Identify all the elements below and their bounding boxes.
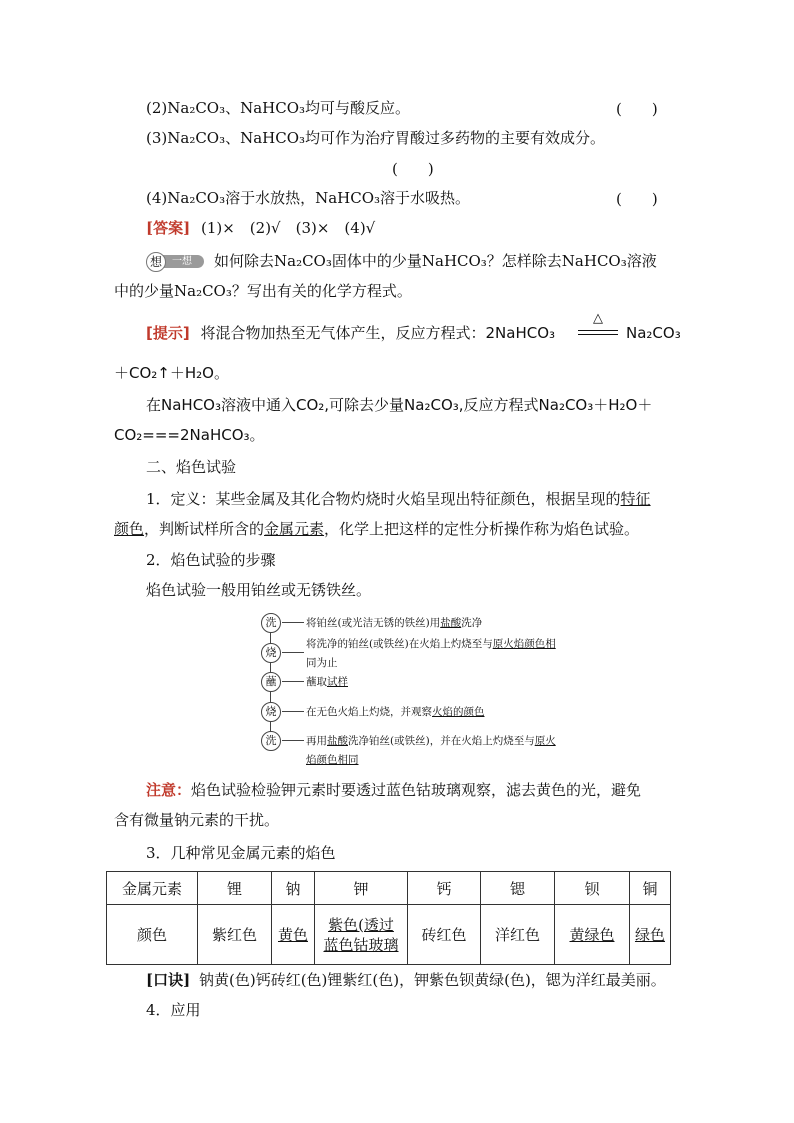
hint-line-4: CO₂===2NaHCO₃。 <box>114 426 265 444</box>
table-header-cell: 钡 <box>555 872 630 905</box>
table-cell: 紫色(透过蓝色钴玻璃 <box>315 905 408 965</box>
think-line-1 <box>146 251 657 271</box>
definition-underline-3: 金属元素 <box>264 520 325 538</box>
flow-step-1-icon: 洗 <box>261 613 281 633</box>
flow-connector <box>282 652 304 653</box>
steps-intro: 焰色试验一般用铂丝或无锈铁丝。 <box>146 581 372 599</box>
flow-step-2-text-cont: 同为止 <box>306 657 338 669</box>
answer-text: (1)× (2)√ (3)× (4)√ <box>200 219 376 237</box>
note-line-1 <box>146 780 641 800</box>
think-badge-icon: 想 <box>146 252 166 272</box>
section-4-title: 4．应用 <box>146 1001 201 1019</box>
flow-connector <box>282 681 304 682</box>
table-header-cell: 锶 <box>481 872 555 905</box>
definition-mid: ，判断试样所含的 <box>144 520 265 538</box>
note-text-1: 焰色试验检验钾元素时要透过蓝色钴玻璃观察，滤去黄色的光，避免 <box>191 781 642 799</box>
table-cell: 紫红色 <box>198 905 272 965</box>
question-3-paren: ( ) <box>392 160 434 178</box>
definition-prefix: 1．定义：某些金属及其化合物灼烧时火焰呈现出特征颜色，根据呈现的 <box>146 490 621 508</box>
think-question-1: 如何除去Na₂CO₃固体中的少量NaHCO₃？怎样除去NaHCO₃溶液 <box>214 252 657 270</box>
flow-connector <box>282 740 304 741</box>
definition-underline-1: 特征 <box>620 490 651 508</box>
flow-step-3-icon: 蘸 <box>261 672 281 692</box>
table-header-cell: 钠 <box>272 872 315 905</box>
flow-step-4-text: 在无色火焰上灼烧，并观察火焰的颜色 <box>306 706 485 718</box>
flow-step-3-text: 蘸取试样 <box>306 676 348 688</box>
question-4-paren: ( ) <box>616 190 658 208</box>
hint-product: Na₂CO₃ <box>626 324 681 342</box>
definition-suffix: ，化学上把这样的定性分析操作称为焰色试验。 <box>324 520 640 538</box>
hint-tag: [提示] <box>146 324 190 342</box>
answer-tag: [答案] <box>146 219 191 237</box>
heat-triangle-icon: △ <box>593 311 603 326</box>
question-2: (2)Na₂CO₃、NaHCO₃均可与酸反应。 <box>146 99 411 117</box>
heat-condition <box>578 312 618 335</box>
flow-step-5-text: 再用盐酸洗净铂丝(或铁丝)，并在火焰上灼烧至与原火 <box>306 735 556 747</box>
section-3-title: 3．几种常见金属元素的焰色 <box>146 844 336 862</box>
think-badge <box>146 252 204 270</box>
table-header-cell: 铜 <box>630 872 671 905</box>
note-line-2: 含有微量钠元素的干扰。 <box>114 811 280 829</box>
definition-line-1 <box>146 489 651 509</box>
table-header-cell: 金属元素 <box>107 872 198 905</box>
note-tag: 注意： <box>146 781 192 799</box>
hint-line-2: ＋CO₂↑＋H₂O。 <box>114 364 229 382</box>
flow-step-2-text: 将洗净的铂丝(或铁丝)在火焰上灼烧至与原火焰颜色相 <box>306 638 556 650</box>
question-3: (3)Na₂CO₃、NaHCO₃均可作为治疗胃酸过多药物的主要有效成分。 <box>146 129 606 147</box>
steps-title: 2．焰色试验的步骤 <box>146 551 276 569</box>
flow-step-5-text-cont: 焰颜色相同 <box>306 754 359 766</box>
flow-connector <box>282 711 304 712</box>
table-cell: 黄绿色 <box>555 905 630 965</box>
question-4: (4)Na₂CO₃溶于水放热，NaHCO₃溶于水吸热。 <box>146 189 471 207</box>
table-header-cell: 钙 <box>408 872 481 905</box>
flow-step-4-icon: 烧 <box>261 702 281 722</box>
table-header-cell: 钾 <box>315 872 408 905</box>
flow-step-2-icon: 烧 <box>261 643 281 663</box>
mnemonic-text: 钠黄(色)钙砖红(色)锂紫红(色)，钾紫色钡黄绿(色)，锶为洋红最美丽。 <box>198 971 666 989</box>
equals-bar <box>578 330 618 335</box>
flow-connector <box>282 622 304 623</box>
hint-line-1 <box>146 323 555 343</box>
table-cell: 砖红色 <box>408 905 481 965</box>
table-cell: 黄色 <box>272 905 315 965</box>
mnemonic-tag: [口诀] <box>146 971 191 989</box>
table-cell: 绿色 <box>630 905 671 965</box>
flame-color-table <box>106 871 671 965</box>
hint-text-1: 将混合物加热至无气体产生，反应方程式：2NaHCO₃ <box>200 324 556 342</box>
table-cell: 洋红色 <box>481 905 555 965</box>
mnemonic-line <box>146 970 666 990</box>
flow-step-5-icon: 洗 <box>261 731 281 751</box>
definition-underline-2: 颜色 <box>114 520 145 538</box>
think-badge-label: 一想 <box>160 255 204 268</box>
table-row <box>107 905 671 965</box>
table-header-cell: 锂 <box>198 872 272 905</box>
table-header-row <box>107 872 671 905</box>
answer-line <box>146 218 375 238</box>
question-2-paren: ( ) <box>616 100 658 118</box>
section-2-title: 二、焰色试验 <box>146 458 237 476</box>
table-row-label: 颜色 <box>107 905 198 965</box>
definition-line-2 <box>114 519 639 539</box>
hint-line-3: 在NaHCO₃溶液中通入CO₂,可除去少量Na₂CO₃,反应方程式Na₂CO₃＋H₂O＋ <box>146 396 653 414</box>
think-line-2: 中的少量Na₂CO₃？写出有关的化学方程式。 <box>114 282 412 300</box>
flow-step-1-text: 将铂丝(或光洁无锈的铁丝)用盐酸洗净 <box>306 617 483 629</box>
